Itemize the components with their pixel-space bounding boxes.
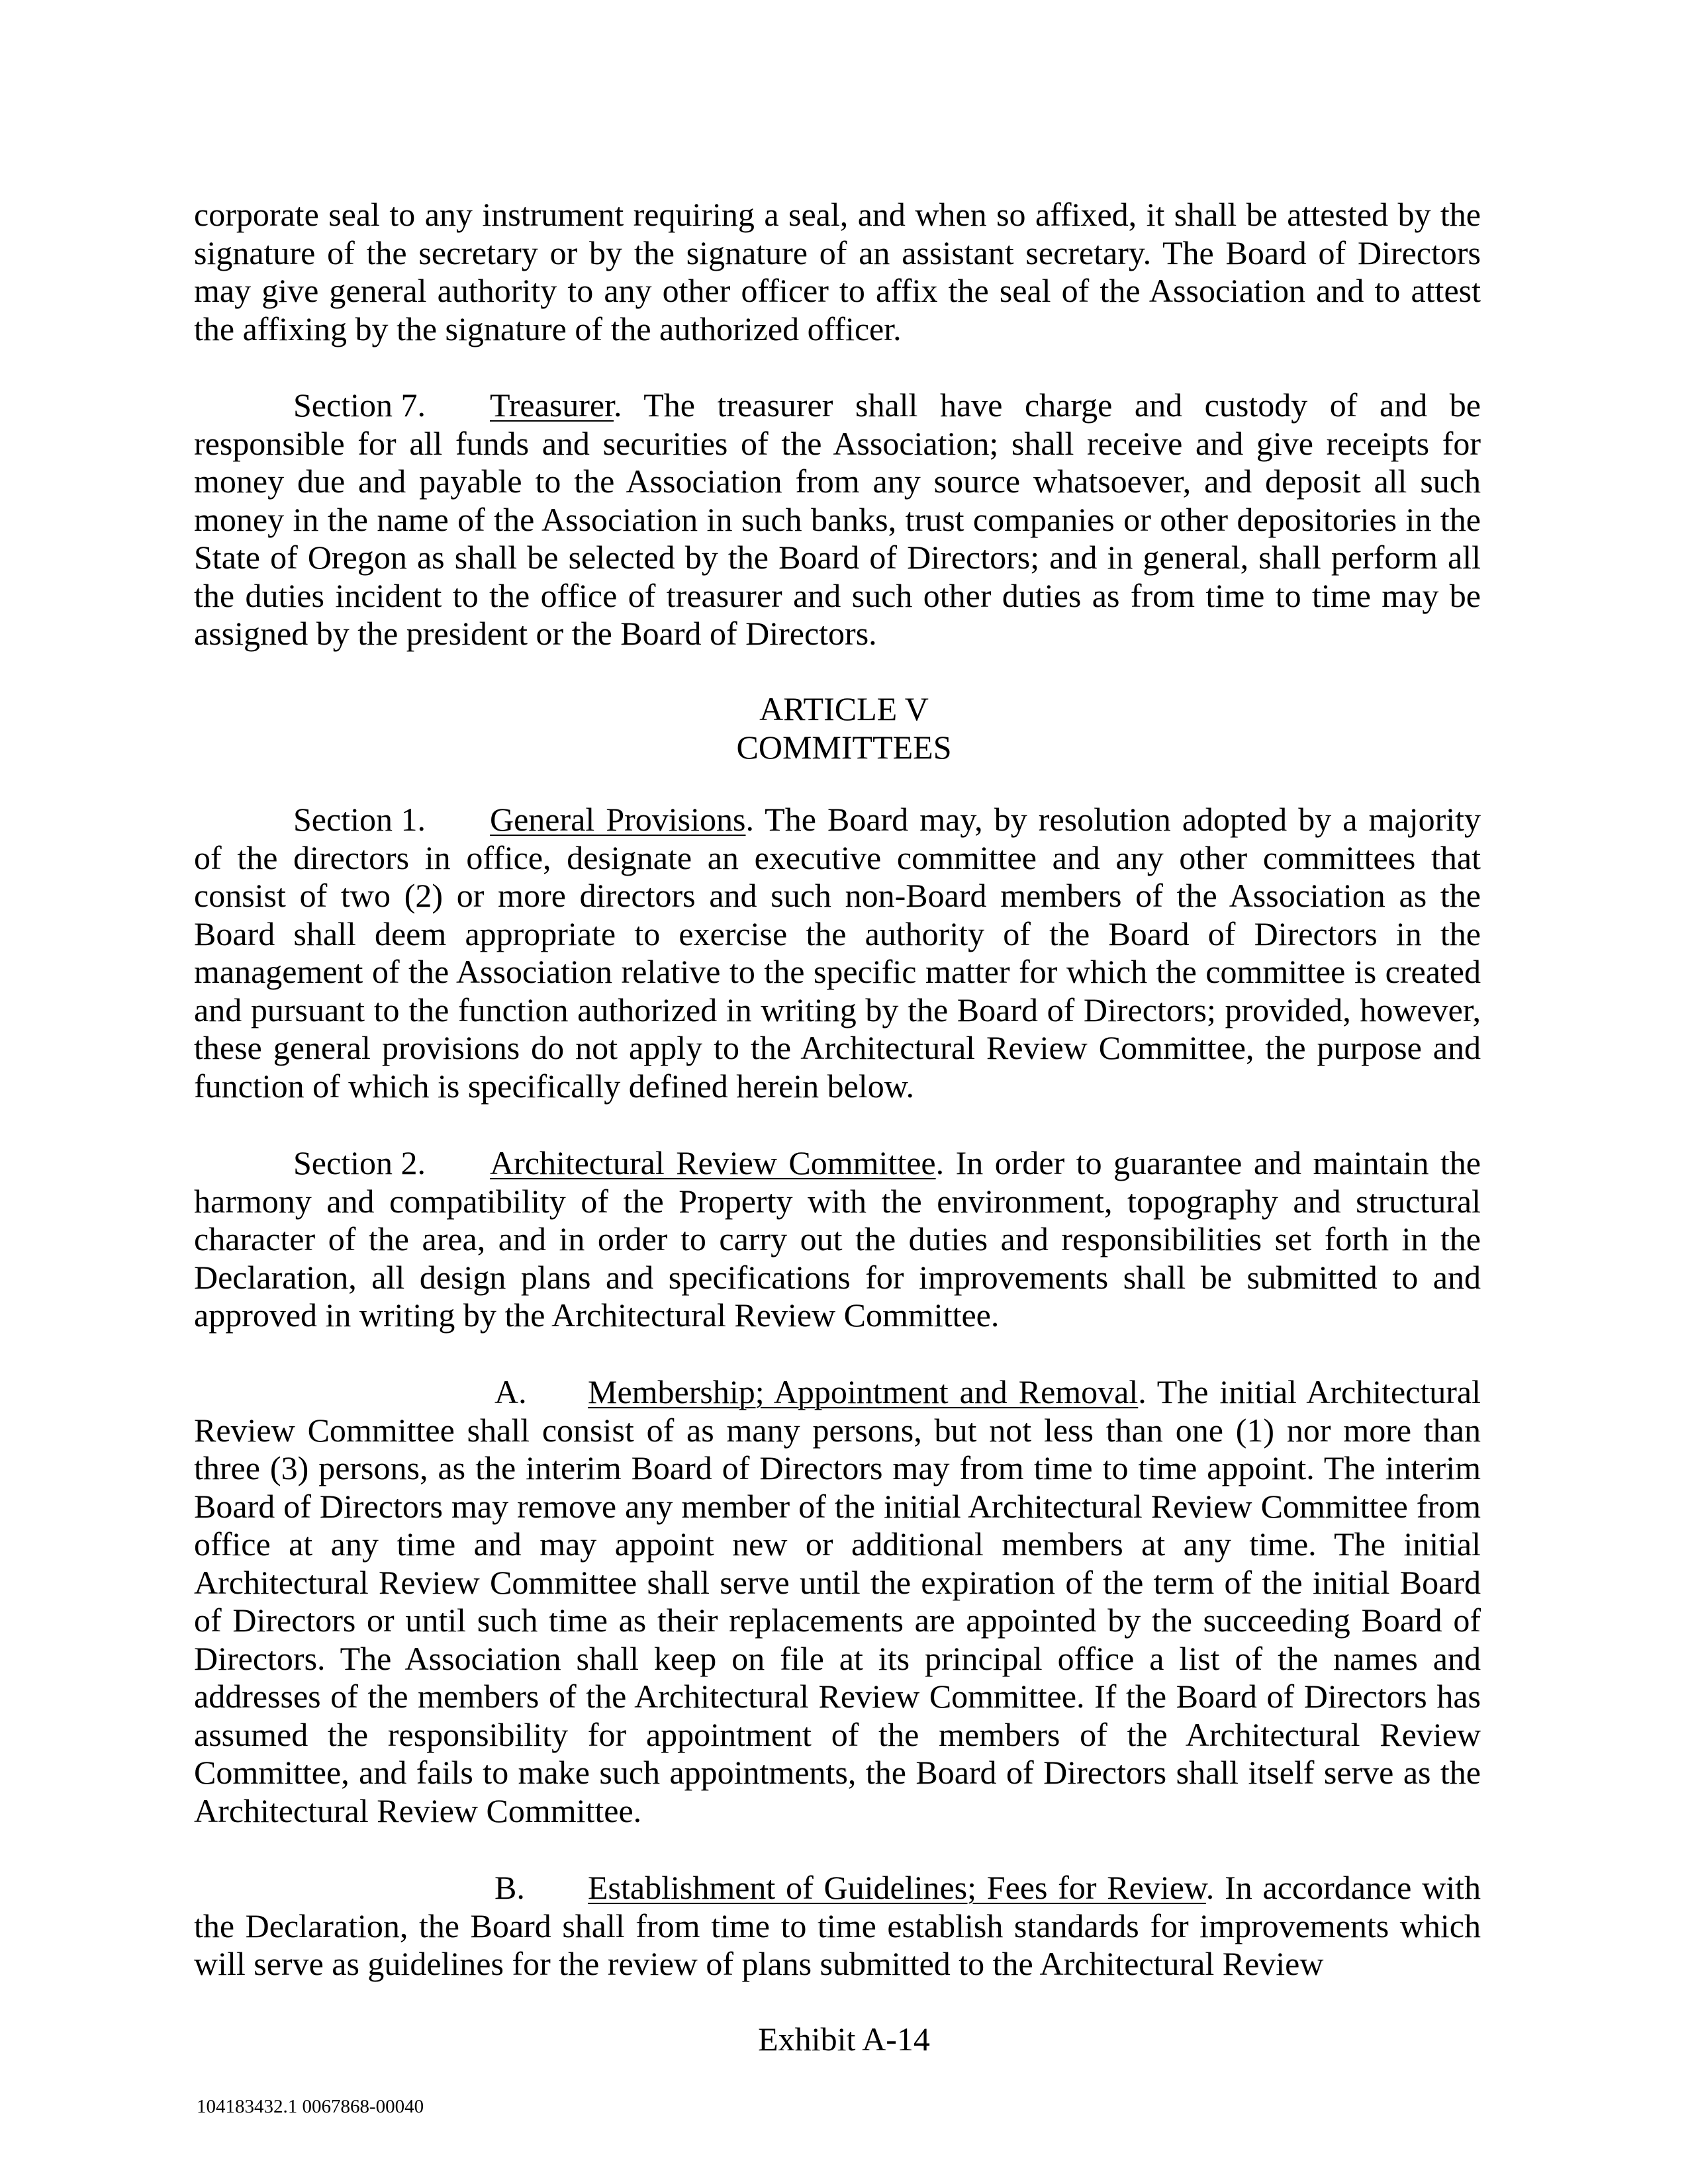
article-title: COMMITTEES (736, 729, 952, 766)
subsection-b-body: . In accordance with the Declaration, the Board shall from time to time establish standards for improvements which will serve as guidelines for the review of plans submitted to the Architectural Review (194, 1869, 1481, 1982)
article-number: ARTICLE V (759, 690, 929, 727)
section-7-label: Section 7. (293, 387, 426, 424)
section-2-paragraph (194, 1144, 1481, 1335)
section-2-label: Section 2. (293, 1144, 426, 1181)
section-7-body: . The treasurer shall have charge and custody of and be responsible for all funds and securities of the Association; shall receive and give receipts for money due and payable to the Association from any source whatsoever, and deposit all such money in the name of the Association in such banks, trust companies or other depositories in the State of Oregon as shall be selected by the Board of Directors; and in general, shall perform all the duties incident to the office of treasurer and such other duties as from time to time may be assigned by the president or the Board of Directors. (194, 387, 1481, 652)
subsection-a-paragraph (194, 1373, 1481, 1830)
section-1-title: General Provisions (490, 801, 746, 838)
subsection-b-title: Establishment of Guidelines; Fees for Review (588, 1869, 1206, 1906)
subsection-b-paragraph (194, 1869, 1481, 1983)
section-7-title: Treasurer (490, 387, 614, 424)
section-1-label: Section 1. (293, 801, 426, 838)
subsection-a-label: A. (494, 1373, 527, 1410)
section-2-body: . In order to guarantee and maintain the harmony and compatibility of the Property with the environment, topography and structural character of the area, and in order to carry out the duties and responsibilities set forth in the Declaration, all design plans and specifications for improvements shall be submitted to and approved in writing by the Architectural Review Committee. (194, 1144, 1481, 1334)
section-1-body: . The Board may, by resolution adopted by a majority of the directors in office, designate an executive committee and any other committees that consist of two (2) or more directors and such non-Board members of the Association as the Board shall deem appropriate to exercise the authority of the Board of Directors in the management of the Association relative to the specific matter for which the committee is created and pursuant to the function authorized in writing by the Board of Directors; provided, however, these general provisions do not apply to the Architectural Review Committee, the purpose and function of which is specifically defined herein below. (194, 801, 1481, 1105)
exhibit-page-number: Exhibit A-14 (758, 2021, 930, 2058)
section-1-paragraph (194, 801, 1481, 1105)
subsection-b-label: B. (494, 1869, 525, 1906)
subsection-a-body: . The initial Architectural Review Committee shall consist of as many persons, but not less than one (1) nor more than three (3) persons, as the interim Board of Directors may from time to time appoint. The interim Board of Directors may remove any member of the initial Architectural Review Committee from office at any time and may appoint new or additional members at any time. The initial Architectural Review Committee shall serve until the expiration of the term of the initial Board of Directors or until such time as their replacements are appointed by the succeeding Board of Directors. The Association shall keep on file at its principal office a list of the names and addresses of the members of the Architectural Review Committee. If the Board of Directors has assumed the responsibility for appointment of the members of the Architectural Review Committee, and fails to make such appointments, the Board of Directors shall itself serve as the Architectural Review Committee. (194, 1373, 1481, 1829)
subsection-a-title: Membership; Appointment and Removal (588, 1373, 1139, 1410)
continuation-text: corporate seal to any instrument requiring a seal, and when so affixed, it shall be attested by the signature of the secretary or by the signature of an assistant secretary. The Board of Directors may give general authority to any other officer to affix the seal of the Association and to attest the affixing by the signature of the authorized officer. (194, 196, 1481, 347)
document-id: 104183432.1 0067868-00040 (197, 2096, 424, 2117)
continuation-paragraph (194, 196, 1481, 348)
section-7-paragraph (194, 387, 1481, 653)
section-2-title: Architectural Review Committee (490, 1144, 936, 1181)
